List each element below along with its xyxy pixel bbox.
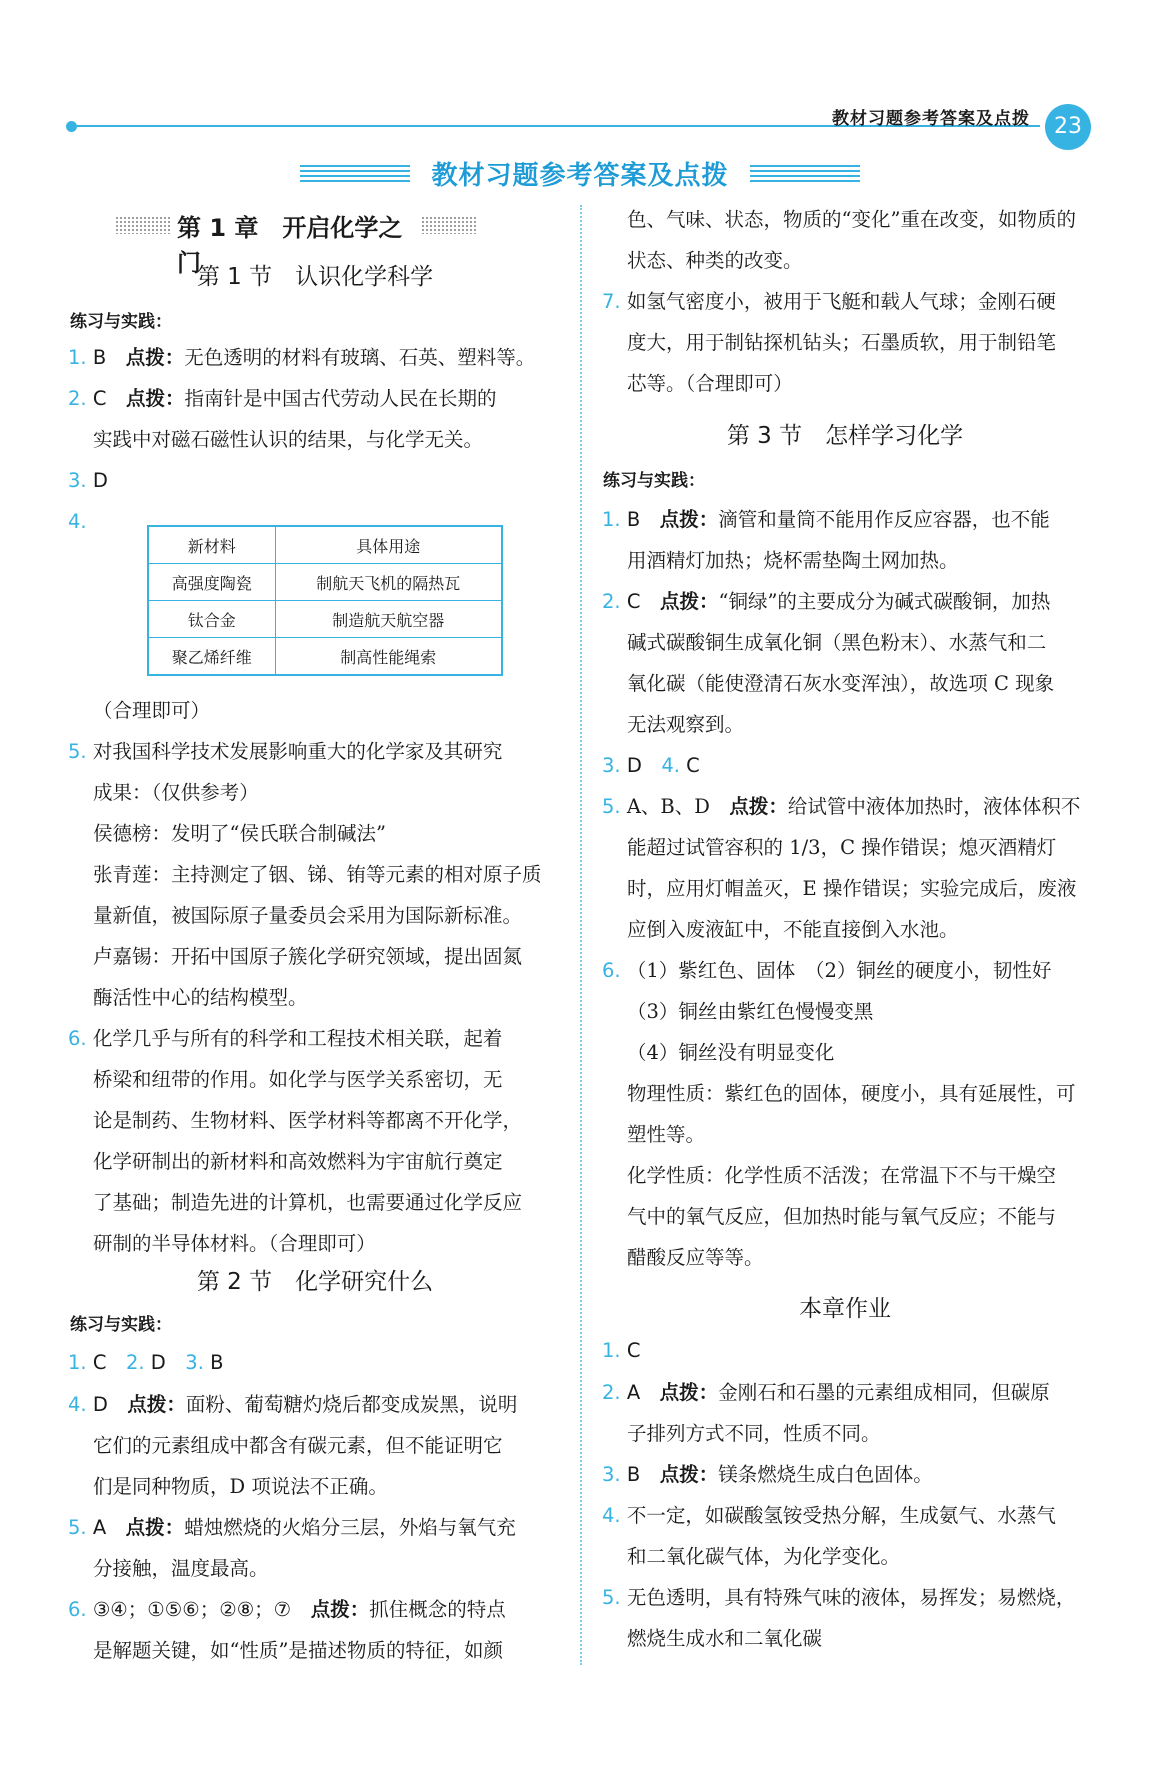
answer-line — [68, 733, 502, 771]
answer-text: （合理即可） — [93, 699, 211, 722]
answer-text: 色、气味、状态，物质的“变化”重在改变，如物质的 — [627, 208, 1076, 231]
answer-choice: C — [626, 590, 641, 613]
answer-line — [602, 952, 1051, 990]
answer-line — [68, 1509, 516, 1547]
answer-line — [68, 1344, 224, 1382]
question-number: 2. — [68, 387, 87, 410]
answer-text: 张青莲：主持测定了铟、锑、铕等元素的相对原子质 — [93, 863, 542, 886]
answer-text: 滴管和量筒不能用作反应容器，也不能 — [718, 508, 1050, 531]
answer-text: 侯德榜：发明了“侯氏联合制碱法” — [93, 822, 386, 845]
tip-label: 点拨： — [659, 590, 719, 613]
question-number: 4. — [68, 1393, 87, 1416]
question-number: 2. — [602, 1381, 621, 1404]
answer-text: “铜绿”的主要成分为碱式碳酸铜，加热 — [718, 590, 1051, 613]
section-title: 第 2 节 化学研究什么 — [196, 1269, 434, 1295]
question-number: 3. — [68, 469, 87, 492]
answer-text: 碱式碳酸铜生成氧化铜（黑色粉末）、水蒸气和二 — [627, 631, 1047, 654]
answer-text: 无法观察到。 — [627, 713, 745, 736]
answer-choice: C — [92, 387, 107, 410]
answer-text: 面粉、葡萄糖灼烧后都变成炭黑，说明 — [185, 1393, 518, 1416]
question-number: 7. — [602, 290, 621, 313]
tip-label: 点拨： — [127, 1393, 186, 1416]
answer-line — [602, 788, 1080, 826]
answer-text: 氧化碳（能使澄清石灰水变浑浊），故选项 C 现象 — [627, 672, 1055, 695]
answer-choice: C — [626, 1339, 641, 1362]
tip-label: 点拨： — [125, 1516, 185, 1539]
question-number: 5. — [602, 795, 621, 818]
answer-text: 时，应用灯帽盖灭，E 操作错误；实验完成后，废液 — [627, 877, 1077, 900]
answer-choice: B — [92, 346, 107, 369]
answer-line — [68, 380, 496, 418]
table-cell: 钛合金 — [148, 601, 275, 638]
table-cell: 高强度陶瓷 — [148, 564, 275, 601]
answer-text: 了基础；制造先进的计算机，也需要通过化学反应 — [93, 1191, 523, 1214]
answer-text: 物理性质：紫红色的固体，硬度小，具有延展性，可 — [627, 1082, 1076, 1105]
tip-label: 点拨： — [659, 1463, 719, 1486]
section-title: 第 1 节 认识化学科学 — [196, 264, 434, 290]
answer-text: 能超过试管容积的 1/3，C 操作错误；熄灭酒精灯 — [627, 836, 1057, 859]
answer-text: 给试管中液体加热时，液体体积不 — [787, 795, 1081, 818]
answer-text: （4）铜丝没有明显变化 — [627, 1041, 835, 1064]
right-stripes — [750, 165, 860, 185]
answer-line — [602, 283, 1056, 321]
answer-line — [68, 1020, 502, 1058]
answer-choice: A — [92, 1516, 107, 1539]
answer-text: 醋酸反应等等。 — [627, 1246, 764, 1269]
question-number: 4. — [68, 510, 87, 533]
table-header-cell: 具体用途 — [275, 526, 502, 564]
question-number: 6. — [602, 959, 621, 982]
answer-text: 研制的半导体材料。（合理即可） — [93, 1232, 376, 1255]
answer-text: 不一定，如碳酸氢铵受热分解，生成氨气、水蒸气 — [626, 1504, 1056, 1527]
question-number: 3. — [185, 1351, 204, 1374]
question-number: 2. — [125, 1351, 145, 1374]
table-row — [148, 638, 502, 676]
answer-text: 指南针是中国古代劳动人民在长期的 — [184, 387, 497, 410]
answer-line — [602, 583, 1050, 621]
answer-line — [602, 1456, 933, 1494]
main-title: 教材习题参考答案及点拨 — [431, 161, 729, 191]
tip-label: 点拨： — [729, 795, 788, 818]
materials-table — [147, 525, 503, 676]
answer-text: 蜡烛燃烧的火焰分三层，外焰与氧气充 — [184, 1516, 516, 1539]
answer-choice: D — [626, 754, 642, 777]
question-number: 2. — [602, 590, 621, 613]
answer-text: 量新值，被国际原子量委员会采用为国际新标准。 — [93, 904, 523, 927]
answer-choice: A — [626, 1381, 641, 1404]
answer-text: 它们的元素组成中都含有碳元素，但不能证明它 — [93, 1434, 503, 1457]
table-row — [148, 601, 502, 638]
table-cell: 制航天飞机的隔热瓦 — [275, 564, 502, 601]
answer-text: 们是同种物质，D 项说法不正确。 — [93, 1475, 388, 1498]
answer-choice: B — [626, 1463, 641, 1486]
tip-label: 点拨： — [125, 346, 185, 369]
answer-choice: C — [686, 754, 700, 777]
answer-line — [68, 1591, 506, 1629]
main-title-banner — [300, 155, 860, 195]
answer-text: 和二氧化碳气体，为化学变化。 — [627, 1545, 901, 1568]
answer-line — [68, 462, 108, 500]
answer-choice: B — [210, 1351, 224, 1374]
left-stripes — [300, 165, 410, 185]
answer-choice: ③④；①⑤⑥；②⑧；⑦ — [92, 1598, 292, 1621]
answer-text: 无色透明，具有特殊气味的液体，易挥发；易燃烧， — [626, 1586, 1076, 1609]
answer-text: 化学几乎与所有的科学和工程技术相关联，起着 — [92, 1027, 503, 1050]
question-number: 3. — [602, 1463, 621, 1486]
question-number: 4. — [602, 1504, 621, 1527]
table-cell: 制造航天航空器 — [275, 601, 502, 638]
answer-text: 子排列方式不同，性质不同。 — [627, 1422, 881, 1445]
question-number: 1. — [602, 508, 621, 531]
question-number: 1. — [68, 346, 87, 369]
chapter-dots-left — [115, 216, 171, 234]
answer-text: 卢嘉锡：开拓中国原子簇化学研究领域，提出固氮 — [93, 945, 523, 968]
chapter-title: 第 1 章 开启化学之门 — [177, 214, 403, 277]
answer-text: 酶活性中心的结构模型。 — [93, 986, 308, 1009]
answer-line — [602, 1374, 1050, 1412]
question-number: 3. — [602, 754, 621, 777]
running-title: 教材习题参考答案及点拨 — [832, 109, 1030, 129]
tip-label: 点拨： — [659, 508, 719, 531]
tip-label: 点拨： — [659, 1381, 719, 1404]
answer-choice: A、B、D — [626, 795, 710, 818]
answer-text: 度大，用于制钻探机钻头；石墨质软，用于制铅笔 — [627, 331, 1057, 354]
tip-label: 点拨： — [310, 1598, 370, 1621]
column-divider — [580, 205, 582, 1665]
table-cell: 聚乙烯纤维 — [148, 638, 275, 676]
question-number: 5. — [68, 1516, 87, 1539]
section-title: 第 3 节 怎样学习化学 — [726, 423, 964, 449]
chapter-dots-right — [421, 216, 477, 234]
answer-line — [68, 1386, 517, 1424]
section-title: 本章作业 — [799, 1296, 891, 1322]
table-header-cell: 新材料 — [148, 526, 275, 564]
exercise-label: 练习与实践： — [70, 1315, 172, 1335]
table-row — [148, 564, 502, 601]
answer-text: 分接触，温度最高。 — [93, 1557, 269, 1580]
answer-text: 对我国科学技术发展影响重大的化学家及其研究 — [92, 740, 503, 763]
answer-line — [602, 1497, 1056, 1535]
answer-text: 气中的氧气反应，但加热时能与氧气反应；不能与 — [627, 1205, 1057, 1228]
question-number: 4. — [661, 754, 680, 777]
exercise-label: 练习与实践： — [70, 312, 172, 332]
answer-choice: C — [92, 1351, 107, 1374]
answer-choice: D — [150, 1351, 166, 1374]
tip-label: 点拨： — [125, 387, 185, 410]
page-number: 23 — [1045, 104, 1091, 150]
question-number: 1. — [68, 1351, 87, 1374]
answer-text: 塑性等。 — [627, 1123, 706, 1146]
answer-line — [68, 339, 535, 377]
answer-choice: D — [92, 469, 108, 492]
header-rule-dot — [66, 121, 77, 132]
answer-line — [68, 503, 87, 541]
answer-text: 成果：（仅供参考） — [93, 781, 259, 804]
table-header-row — [148, 526, 502, 564]
answer-text: 桥梁和纽带的作用。如化学与医学关系密切，无 — [93, 1068, 503, 1091]
answer-text: （3）铜丝由紫红色慢慢变黑 — [627, 1000, 874, 1023]
answer-choice: D — [92, 1393, 108, 1416]
answer-text: 应倒入废液缸中，不能直接倒入水池。 — [627, 918, 959, 941]
question-number: 5. — [602, 1586, 621, 1609]
answer-line — [602, 747, 700, 785]
answer-text: 状态、种类的改变。 — [627, 249, 803, 272]
answer-text: 金刚石和石墨的元素组成相同，但碳原 — [718, 1381, 1050, 1404]
table-cell: 制高性能绳索 — [275, 638, 502, 676]
answer-text: 是解题关键，如“性质”是描述物质的特征，如颜 — [93, 1639, 503, 1662]
answer-text: 镁条燃烧生成白色固体。 — [718, 1463, 933, 1486]
answer-line — [602, 501, 1050, 539]
question-number: 6. — [68, 1598, 87, 1621]
answer-line — [602, 1579, 1075, 1617]
answer-choice: B — [626, 508, 641, 531]
answer-text: 抓住概念的特点 — [369, 1598, 506, 1621]
answer-text: 实践中对磁石磁性认识的结果，与化学无关。 — [93, 428, 484, 451]
question-number: 1. — [602, 1339, 621, 1362]
answer-line — [602, 1332, 640, 1370]
answer-text: 用酒精灯加热；烧杯需垫陶土网加热。 — [627, 549, 959, 572]
exercise-label: 练习与实践： — [603, 471, 705, 491]
question-number: 5. — [68, 740, 87, 763]
answer-text: 燃烧生成水和二氧化碳 — [627, 1627, 823, 1650]
question-number: 6. — [68, 1027, 87, 1050]
answer-text: （1）紫红色、固体 （2）铜丝的硬度小，韧性好 — [626, 959, 1052, 982]
answer-text: 化学性质：化学性质不活泼；在常温下不与干燥空 — [627, 1164, 1057, 1187]
answer-text: 无色透明的材料有玻璃、石英、塑料等。 — [184, 346, 536, 369]
answer-text: 如氢气密度小，被用于飞艇和载人气球；金刚石硬 — [626, 290, 1056, 313]
answer-text: 论是制药、生物材料、医学材料等都离不开化学， — [93, 1109, 523, 1132]
answer-text: 芯等。（合理即可） — [627, 372, 793, 395]
answer-text: 化学研制出的新材料和高效燃料为宇宙航行奠定 — [93, 1150, 503, 1173]
